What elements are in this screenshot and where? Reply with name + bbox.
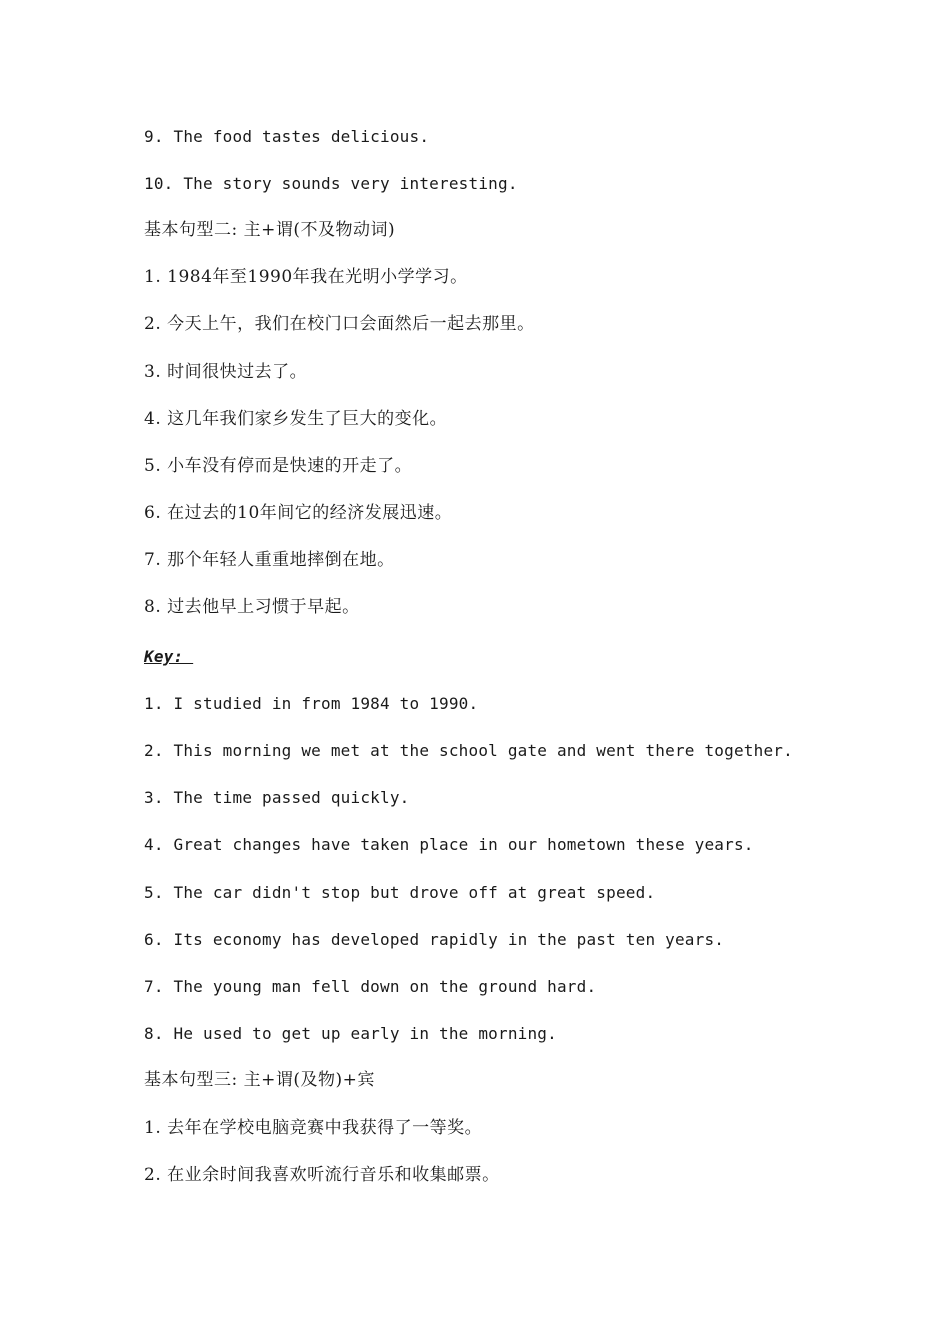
answer-item: 2. This morning we met at the school gate and went there together. [144,741,793,760]
exercise-item: 1. 1984年至1990年我在光明小学学习。 [144,267,468,287]
answer-item: 3. The time passed quickly. [144,788,410,807]
sentence-line: 9. The food tastes delicious. [144,127,430,146]
exercise-item: 3. 时间很快过去了。 [144,362,308,382]
answer-item: 7. The young man fell down on the ground hard. [144,977,597,996]
exercise-item: 7. 那个年轻人重重地摔倒在地。 [144,550,395,570]
answer-item: 1. I studied in from 1984 to 1990. [144,694,479,713]
answer-item: 6. Its economy has developed rapidly in the past ten years. [144,930,725,949]
section-heading: 基本句型二: 主+谓(不及物动词) [144,220,396,240]
answer-item: 5. The car didn't stop but drove off at great speed. [144,883,656,902]
exercise-item: 1. 去年在学校电脑竞赛中我获得了一等奖。 [144,1118,483,1138]
exercise-item: 2. 在业余时间我喜欢听流行音乐和收集邮票。 [144,1165,500,1185]
answer-item: 8. He used to get up early in the morning. [144,1024,557,1043]
exercise-item: 6. 在过去的10年间它的经济发展迅速。 [144,503,453,523]
sentence-line: 10. The story sounds very interesting. [144,174,518,193]
exercise-item: 5. 小车没有停而是快速的开走了。 [144,456,413,476]
exercise-item: 2. 今天上午，我们在校门口会面然后一起去那里。 [144,314,535,334]
answer-item: 4. Great changes have taken place in our hometown these years. [144,835,754,854]
section-heading: 基本句型三: 主+谓(及物)+宾 [144,1070,375,1090]
exercise-item: 8. 过去他早上习惯于早起。 [144,597,360,617]
key-label: Key: [144,647,194,666]
exercise-item: 4. 这几年我们家乡发生了巨大的变化。 [144,409,448,429]
